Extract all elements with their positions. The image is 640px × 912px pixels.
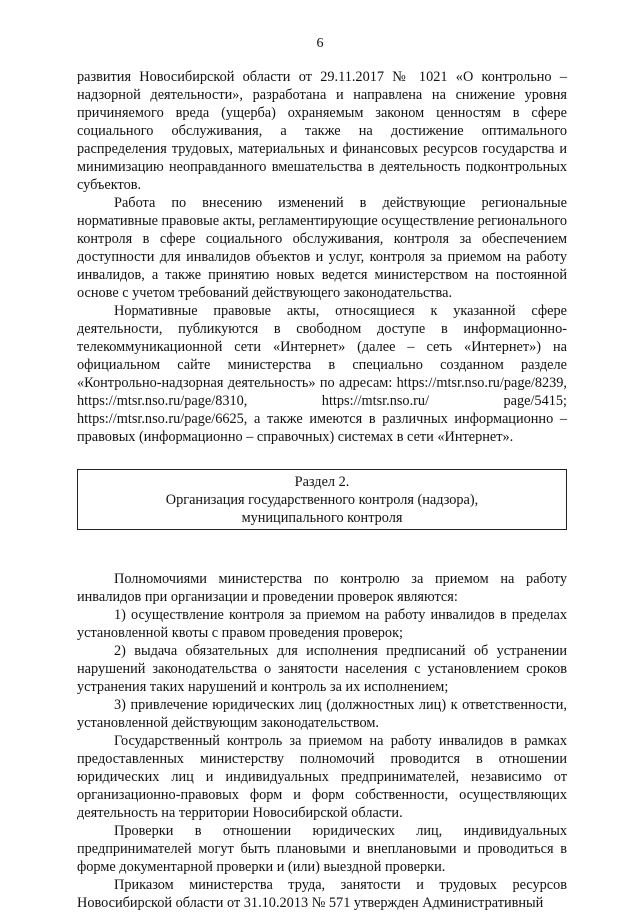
paragraph: Нормативные правовые акты, относящиеся к указанной сфере деятельности, публикуются в свободном доступе в информационно-телекоммуникационной сети «Интернет» (далее – сеть «Интернет») на официальном сайте министерства в специально созданном разделе «Контрольно-надзорная деятельность» по адресам: https://mtsr.nso.ru/page/8239, https://mtsr.nso.ru/page/8310, https://mtsr.nso.ru/ page/5415; https://mtsr.nso.ru/page/6625, а также имеются в различных информационно – правовых (информационно – справочных) системах в сети «Интернет».: [77, 303, 567, 445]
paragraph: Полномочиями министерства по контролю за приемом на работу инвалидов при организации и проведении проверок являются:: [77, 571, 567, 605]
section-subtitle: муниципального контроля: [241, 510, 403, 526]
section-number: Раздел 2.: [294, 474, 350, 490]
paragraph: Приказом министерства труда, занятости и трудовых ресурсов Новосибирской области от 31.10.2013 № 571 утвержден Административный: [77, 877, 567, 911]
list-item: 3) привлечение юридических лиц (должностных лиц) к ответственности, установленной действующим законодательством.: [77, 697, 567, 731]
section-title: Организация государственного контроля (надзора),: [165, 492, 479, 508]
list-item: 1) осуществление контроля за приемом на работу инвалидов в пределах установленной квоты с правом проведения проверок;: [77, 607, 567, 641]
paragraph: Государственный контроль за приемом на работу инвалидов в рамках предоставленных министерству полномочий проводится в отношении юридических лиц и индивидуальных предпринимателей, независимо от организационно-правовых форм и форм собственности, осуществляющих деятельность на территории Новосибирской области.: [77, 733, 567, 821]
section-heading-box: [77, 469, 567, 530]
document-body: [77, 68, 567, 912]
page-number: 6: [316, 36, 324, 51]
paragraph: Работа по внесению изменений в действующие региональные нормативные правовые акты, регламентирующие осуществление регионального контроля в сфере социального обслуживания, контроля за обеспечением доступности для инвалидов объектов и услуг, контроля за приемом на работу инвалидов, а также принятию новых ведется министерством на постоянной основе с учетом требований действующего законодательства.: [77, 195, 568, 301]
paragraph: Проверки в отношении юридических лиц, индивидуальных предпринимателей могут быть плановыми и внеплановыми и проводиться в форме документарной проверки и (или) выездной проверки.: [77, 823, 567, 875]
list-item: 2) выдача обязательных для исполнения предписаний об устранении нарушений законодательства о занятости населения с установлением сроков устранения таких нарушений и контроль за их исполнением;: [77, 643, 567, 695]
paragraph: развития Новосибирской области от 29.11.2017 № 1021 «О контрольно – надзорной деятельности», разработана и направлена на снижение уровня причиняемого вреда (ущерба) охраняемым законом ценностям в сфере социального обслуживания, а также на достижение оптимального распределения трудовых, материальных и финансовых ресурсов государства и минимизацию неоправданного вмешательства в деятельность подконтрольных субъектов.: [77, 69, 567, 193]
